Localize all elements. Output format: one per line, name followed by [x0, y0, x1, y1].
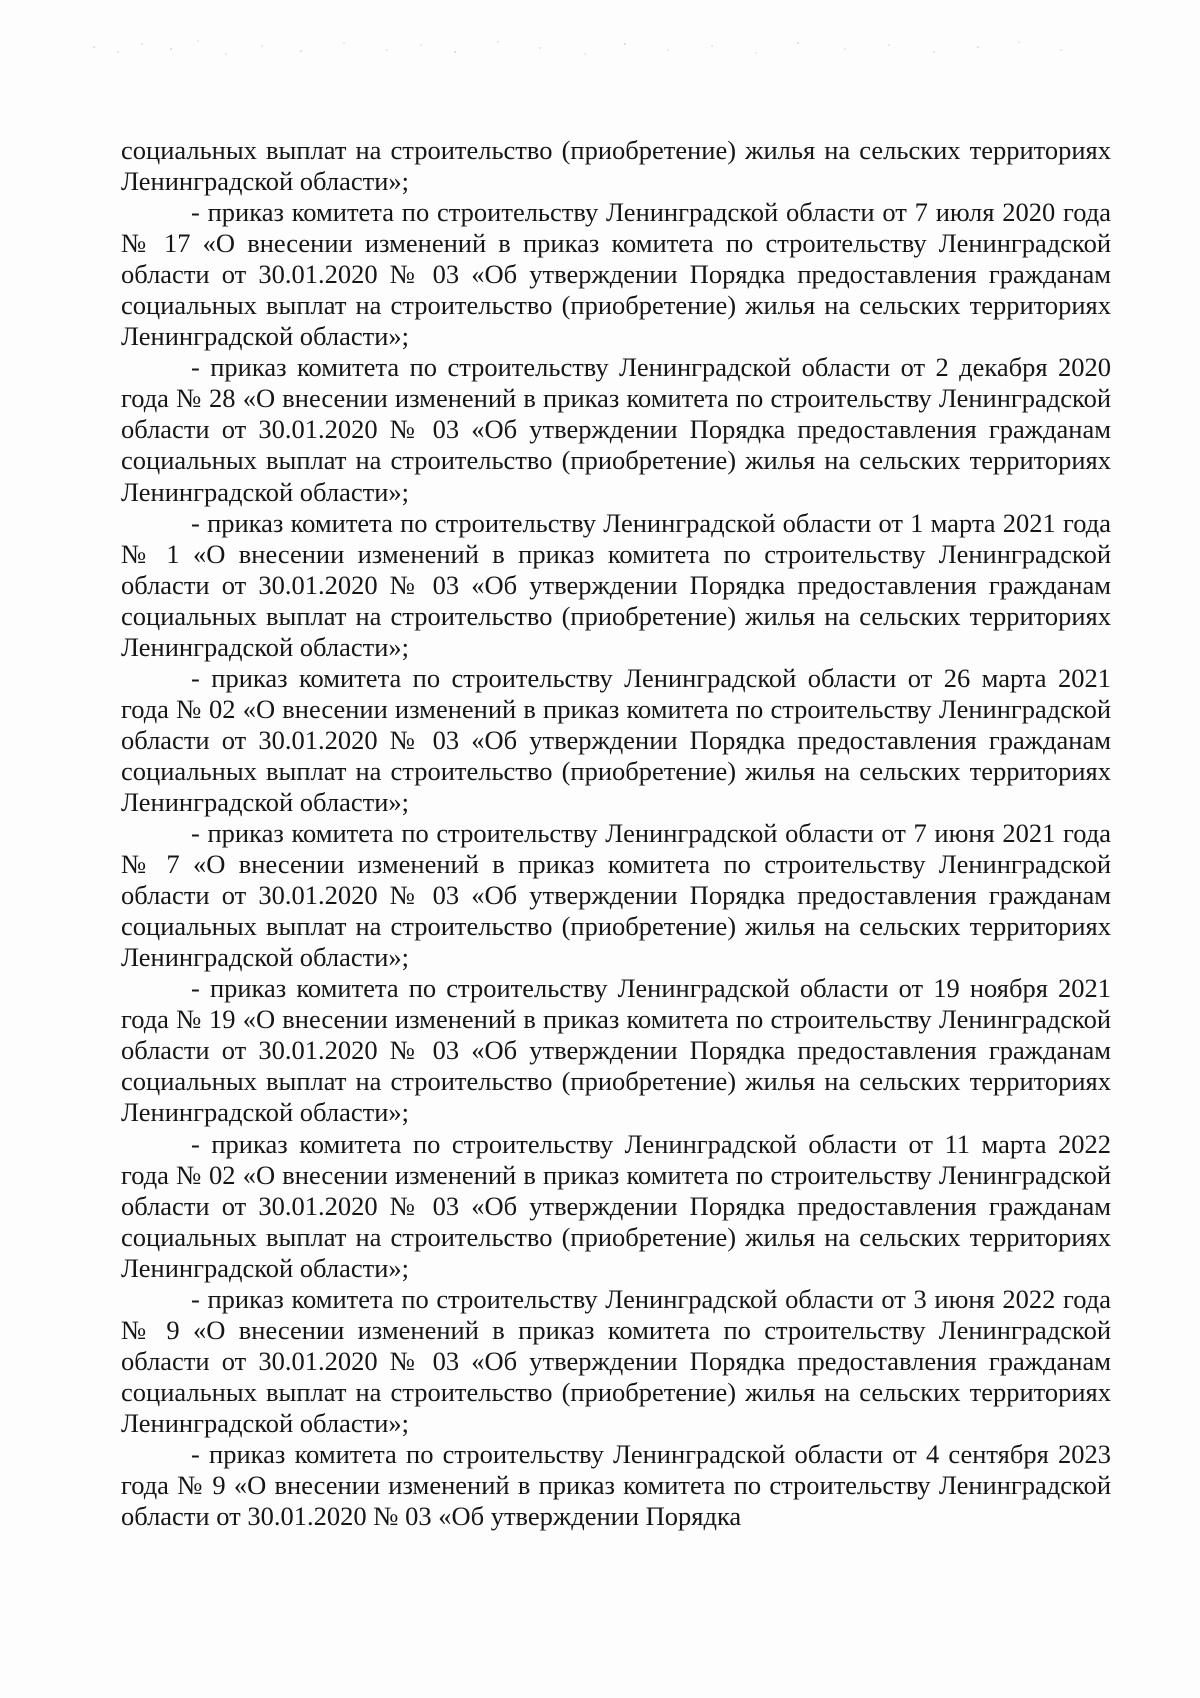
paragraph-order-list-item: - приказ комитета по строительству Ленинградской области от 1 марта 2021 года № 1 «О внесении изменений в приказ комитета по строительству Ленинградской области от 30.01.2020 № 03 «Об утверждении Порядка предоставления гражданам социальных выплат на строительство (приобретение) жилья на сельских территориях Ленинградской области»;: [121, 507, 1111, 662]
paragraph-order-list-item: - приказ комитета по строительству Ленинградской области от 3 июня 2022 года № 9 «О внесении изменений в приказ комитета по строительству Ленинградской области от 30.01.2020 № 03 «Об утверждении Порядка предоставления гражданам социальных выплат на строительство (приобретение) жилья на сельских территориях Ленинградской области»;: [121, 1283, 1111, 1438]
paragraph-order-list-item: - приказ комитета по строительству Ленинградской области от 19 ноября 2021 года № 19 «О внесении изменений в приказ комитета по строительству Ленинградской области от 30.01.2020 № 03 «Об утверждении Порядка предоставления гражданам социальных выплат на строительство (приобретение) жилья на сельских территориях Ленинградской области»;: [121, 973, 1111, 1128]
scan-noise: [0, 0, 1200, 80]
paragraph-order-list-item: - приказ комитета по строительству Ленинградской области от 26 марта 2021 года № 02 «О внесении изменений в приказ комитета по строительству Ленинградской области от 30.01.2020 № 03 «Об утверждении Порядка предоставления гражданам социальных выплат на строительство (приобретение) жилья на сельских территориях Ленинградской области»;: [121, 662, 1111, 817]
paragraph-order-list-item: - приказ комитета по строительству Ленинградской области от 7 июня 2021 года № 7 «О внесении изменений в приказ комитета по строительству Ленинградской области от 30.01.2020 № 03 «Об утверждении Порядка предоставления гражданам социальных выплат на строительство (приобретение) жилья на сельских территориях Ленинградской области»;: [121, 818, 1111, 973]
paragraph-order-list-item: - приказ комитета по строительству Ленинградской области от 4 сентября 2023 года № 9 «О внесении изменений в приказ комитета по строительству Ленинградской области от 30.01.2020 № 03 «Об утверждении Порядка: [121, 1438, 1111, 1532]
paragraph-continuation: социальных выплат на строительство (приобретение) жилья на сельских территориях Ленинградской области»;: [121, 135, 1111, 197]
paragraph-order-list-item: - приказ комитета по строительству Ленинградской области от 7 июля 2020 года № 17 «О внесении изменений в приказ комитета по строительству Ленинградской области от 30.01.2020 № 03 «Об утверждении Порядка предоставления гражданам социальных выплат на строительство (приобретение) жилья на сельских территориях Ленинградской области»;: [121, 197, 1111, 352]
paragraph-order-list-item: - приказ комитета по строительству Ленинградской области от 11 марта 2022 года № 02 «О внесении изменений в приказ комитета по строительству Ленинградской области от 30.01.2020 № 03 «Об утверждении Порядка предоставления гражданам социальных выплат на строительство (приобретение) жилья на сельских территориях Ленинградской области»;: [121, 1128, 1111, 1283]
paragraph-order-list-item: - приказ комитета по строительству Ленинградской области от 2 декабря 2020 года № 28 «О внесении изменений в приказ комитета по строительству Ленинградской области от 30.01.2020 № 03 «Об утверждении Порядка предоставления гражданам социальных выплат на строительство (приобретение) жилья на сельских территориях Ленинградской области»;: [121, 352, 1111, 507]
document-body: [121, 135, 1111, 1532]
